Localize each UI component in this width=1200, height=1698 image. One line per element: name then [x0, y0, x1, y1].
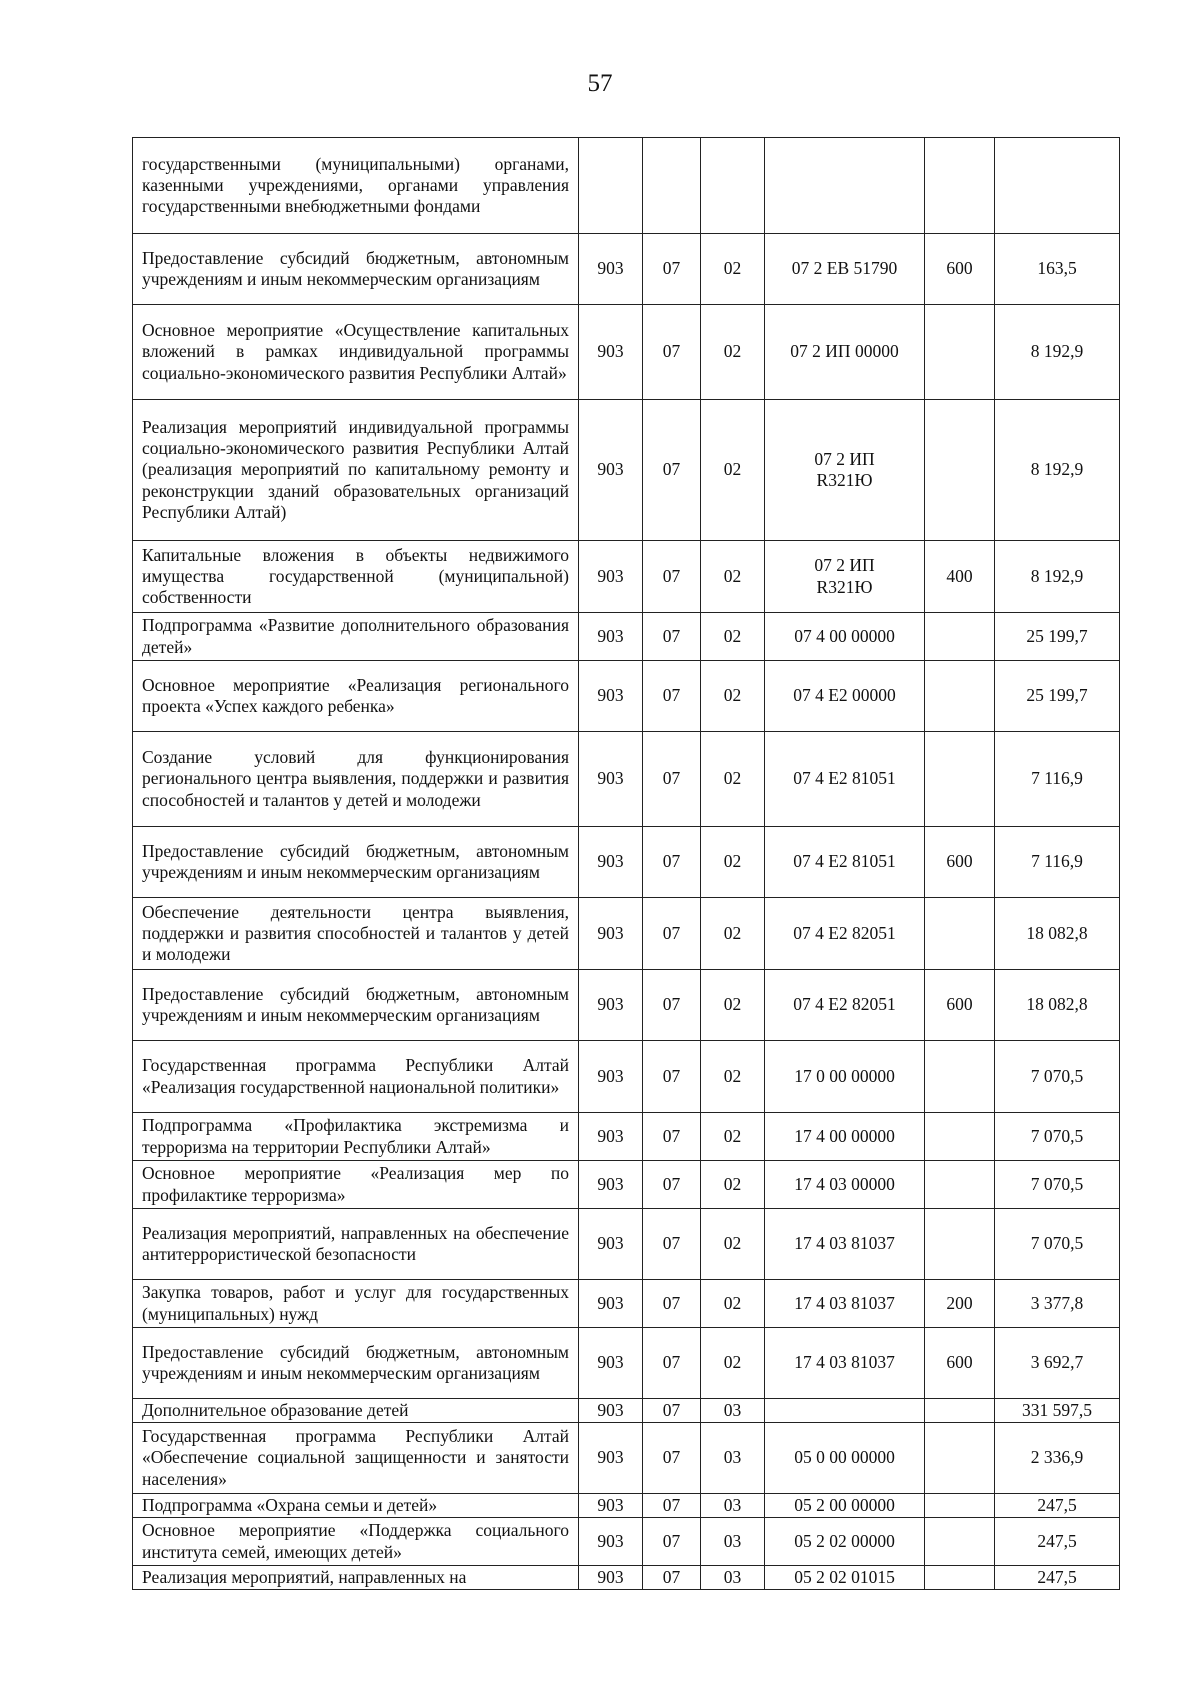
amount-cell: 3 377,8	[995, 1280, 1120, 1328]
subsection-code-cell	[701, 138, 765, 234]
subsection-code-cell: 02	[701, 1328, 765, 1399]
section-code-cell: 07	[643, 732, 701, 827]
item-name-cell: Предоставление субсидий бюджетным, автономным учреждениям и иным некоммерческим организациям	[133, 1328, 579, 1399]
expense-type-cell	[925, 898, 995, 970]
ministry-code-cell: 903	[579, 613, 643, 661]
amount-cell: 7 070,5	[995, 1113, 1120, 1161]
item-name-cell: Реализация мероприятий, направленных на обеспечение антитеррористической безопасности	[133, 1209, 579, 1280]
ministry-code-cell: 903	[579, 1518, 643, 1566]
item-name-cell: Закупка товаров, работ и услуг для государственных (муниципальных) нужд	[133, 1280, 579, 1328]
subsection-code-cell: 02	[701, 1161, 765, 1209]
amount-cell: 25 199,7	[995, 661, 1120, 732]
table-row	[133, 1566, 1120, 1590]
item-name-cell: Подпрограмма «Развитие дополнительного образования детей»	[133, 613, 579, 661]
table-row	[133, 1209, 1120, 1280]
table-row	[133, 1399, 1120, 1423]
table-row	[133, 1161, 1120, 1209]
table-row	[133, 138, 1120, 234]
item-name-cell: Подпрограмма «Профилактика экстремизма и терроризма на территории Республики Алтай»	[133, 1113, 579, 1161]
section-code-cell: 07	[643, 1161, 701, 1209]
target-article-cell: 05 2 00 00000	[765, 1494, 925, 1518]
item-name-cell: Предоставление субсидий бюджетным, автономным учреждениям и иным некоммерческим организациям	[133, 234, 579, 305]
target-article-cell: 07 2 ИП R321Ю	[765, 400, 925, 541]
ministry-code-cell: 903	[579, 1161, 643, 1209]
item-name-cell: Обеспечение деятельности центра выявления, поддержки и развития способностей и талантов у детей и молодежи	[133, 898, 579, 970]
expense-type-cell	[925, 1041, 995, 1113]
expense-type-cell	[925, 1209, 995, 1280]
ministry-code-cell: 903	[579, 1566, 643, 1590]
amount-cell: 163,5	[995, 234, 1120, 305]
target-article-cell: 07 2 ИП 00000	[765, 305, 925, 400]
section-code-cell: 07	[643, 1209, 701, 1280]
subsection-code-cell: 02	[701, 1113, 765, 1161]
target-article-cell: 05 2 02 00000	[765, 1518, 925, 1566]
table-row	[133, 541, 1120, 613]
item-name-cell: Государственная программа Республики Алтай «Реализация государственной национальной политики»	[133, 1041, 579, 1113]
table-row	[133, 613, 1120, 661]
amount-cell: 25 199,7	[995, 613, 1120, 661]
table-row	[133, 827, 1120, 898]
target-article-cell: 07 4 Е2 81051	[765, 827, 925, 898]
amount-cell: 247,5	[995, 1518, 1120, 1566]
subsection-code-cell: 03	[701, 1566, 765, 1590]
target-article-cell: 07 4 Е2 82051	[765, 898, 925, 970]
section-code-cell: 07	[643, 1328, 701, 1399]
section-code-cell: 07	[643, 613, 701, 661]
ministry-code-cell: 903	[579, 541, 643, 613]
item-name-cell: Создание условий для функционирования регионального центра выявления, поддержки и развития способностей и талантов у детей и молодежи	[133, 732, 579, 827]
expense-type-cell	[925, 138, 995, 234]
section-code-cell: 07	[643, 1041, 701, 1113]
subsection-code-cell: 02	[701, 898, 765, 970]
subsection-code-cell: 02	[701, 305, 765, 400]
amount-cell: 18 082,8	[995, 898, 1120, 970]
amount-cell: 7 116,9	[995, 732, 1120, 827]
table-row	[133, 400, 1120, 541]
section-code-cell: 07	[643, 970, 701, 1041]
item-name-cell: Государственная программа Республики Алтай «Обеспечение социальной защищенности и занятости населения»	[133, 1423, 579, 1494]
table-row	[133, 1113, 1120, 1161]
ministry-code-cell: 903	[579, 305, 643, 400]
target-article-cell: 07 4 00 00000	[765, 613, 925, 661]
ministry-code-cell: 903	[579, 234, 643, 305]
page-number: 57	[587, 70, 613, 97]
item-name-cell: Реализация мероприятий индивидуальной программы социально-экономического развития Республики Алтай (реализация мероприятий по капитальному ремонту и реконструкции зданий образовательных организаций Республики Алтай)	[133, 400, 579, 541]
subsection-code-cell: 02	[701, 613, 765, 661]
subsection-code-cell: 02	[701, 1209, 765, 1280]
subsection-code-cell: 02	[701, 1041, 765, 1113]
target-article-cell: 17 4 03 81037	[765, 1209, 925, 1280]
ministry-code-cell	[579, 138, 643, 234]
subsection-code-cell: 03	[701, 1399, 765, 1423]
section-code-cell: 07	[643, 1423, 701, 1494]
amount-cell	[995, 138, 1120, 234]
section-code-cell: 07	[643, 1113, 701, 1161]
table-body	[133, 138, 1120, 1590]
expense-type-cell: 200	[925, 1280, 995, 1328]
expense-type-cell	[925, 1566, 995, 1590]
item-name-cell: государственными (муниципальными) органами, казенными учреждениями, органами управления государственными внебюджетными фондами	[133, 138, 579, 234]
target-article-cell: 07 4 Е2 82051	[765, 970, 925, 1041]
item-name-cell: Дополнительное образование детей	[133, 1399, 579, 1423]
ministry-code-cell: 903	[579, 1494, 643, 1518]
ministry-code-cell: 903	[579, 1113, 643, 1161]
table-row	[133, 1494, 1120, 1518]
section-code-cell: 07	[643, 898, 701, 970]
amount-cell: 247,5	[995, 1494, 1120, 1518]
amount-cell: 8 192,9	[995, 400, 1120, 541]
target-article-cell	[765, 138, 925, 234]
item-name-cell: Основное мероприятие «Осуществление капитальных вложений в рамках индивидуальной программы социально-экономического развития Республики Алтай»	[133, 305, 579, 400]
target-article-cell: 17 0 00 00000	[765, 1041, 925, 1113]
target-article-cell: 17 4 03 00000	[765, 1161, 925, 1209]
section-code-cell: 07	[643, 1518, 701, 1566]
target-article-cell: 07 4 Е2 81051	[765, 732, 925, 827]
expense-type-cell	[925, 1518, 995, 1566]
amount-cell: 7 070,5	[995, 1161, 1120, 1209]
target-article-cell: 17 4 00 00000	[765, 1113, 925, 1161]
table-row	[133, 305, 1120, 400]
target-article-cell	[765, 1399, 925, 1423]
ministry-code-cell: 903	[579, 898, 643, 970]
subsection-code-cell: 02	[701, 732, 765, 827]
ministry-code-cell: 903	[579, 732, 643, 827]
expense-type-cell	[925, 305, 995, 400]
item-name-cell: Основное мероприятие «Поддержка социального института семей, имеющих детей»	[133, 1518, 579, 1566]
budget-table	[132, 137, 1120, 1590]
expense-type-cell: 600	[925, 970, 995, 1041]
target-article-cell: 05 0 00 00000	[765, 1423, 925, 1494]
subsection-code-cell: 02	[701, 1280, 765, 1328]
ministry-code-cell: 903	[579, 1209, 643, 1280]
subsection-code-cell: 02	[701, 400, 765, 541]
expense-type-cell: 400	[925, 541, 995, 613]
item-name-cell: Предоставление субсидий бюджетным, автономным учреждениям и иным некоммерческим организациям	[133, 827, 579, 898]
expense-type-cell	[925, 1161, 995, 1209]
ministry-code-cell: 903	[579, 661, 643, 732]
expense-type-cell	[925, 1399, 995, 1423]
section-code-cell: 07	[643, 661, 701, 732]
table-row	[133, 732, 1120, 827]
ministry-code-cell: 903	[579, 1280, 643, 1328]
expense-type-cell	[925, 661, 995, 732]
table-row	[133, 661, 1120, 732]
subsection-code-cell: 02	[701, 970, 765, 1041]
amount-cell: 2 336,9	[995, 1423, 1120, 1494]
table-row	[133, 898, 1120, 970]
target-article-cell: 05 2 02 01015	[765, 1566, 925, 1590]
subsection-code-cell: 02	[701, 827, 765, 898]
amount-cell: 8 192,9	[995, 305, 1120, 400]
table-row	[133, 1423, 1120, 1494]
table-row	[133, 1280, 1120, 1328]
ministry-code-cell: 903	[579, 1423, 643, 1494]
section-code-cell: 07	[643, 541, 701, 613]
subsection-code-cell: 03	[701, 1494, 765, 1518]
expense-type-cell: 600	[925, 1328, 995, 1399]
expense-type-cell	[925, 1494, 995, 1518]
section-code-cell: 07	[643, 827, 701, 898]
item-name-cell: Основное мероприятие «Реализация регионального проекта «Успех каждого ребенка»	[133, 661, 579, 732]
expense-type-cell	[925, 732, 995, 827]
subsection-code-cell: 02	[701, 661, 765, 732]
ministry-code-cell: 903	[579, 827, 643, 898]
amount-cell: 3 692,7	[995, 1328, 1120, 1399]
item-name-cell: Капитальные вложения в объекты недвижимого имущества государственной (муниципальной) собственности	[133, 541, 579, 613]
subsection-code-cell: 02	[701, 234, 765, 305]
section-code-cell: 07	[643, 234, 701, 305]
target-article-cell: 17 4 03 81037	[765, 1280, 925, 1328]
section-code-cell: 07	[643, 305, 701, 400]
section-code-cell: 07	[643, 1280, 701, 1328]
section-code-cell: 07	[643, 1566, 701, 1590]
item-name-cell: Реализация мероприятий, направленных на	[133, 1566, 579, 1590]
amount-cell: 7 070,5	[995, 1041, 1120, 1113]
expense-type-cell: 600	[925, 827, 995, 898]
target-article-cell: 07 4 Е2 00000	[765, 661, 925, 732]
expense-type-cell	[925, 1423, 995, 1494]
item-name-cell: Предоставление субсидий бюджетным, автономным учреждениям и иным некоммерческим организациям	[133, 970, 579, 1041]
ministry-code-cell: 903	[579, 970, 643, 1041]
section-code-cell	[643, 138, 701, 234]
amount-cell: 18 082,8	[995, 970, 1120, 1041]
subsection-code-cell: 03	[701, 1518, 765, 1566]
target-article-cell: 07 2 ИП R321Ю	[765, 541, 925, 613]
section-code-cell: 07	[643, 400, 701, 541]
ministry-code-cell: 903	[579, 1328, 643, 1399]
table-row	[133, 1328, 1120, 1399]
expense-type-cell	[925, 400, 995, 541]
table-row	[133, 970, 1120, 1041]
amount-cell: 247,5	[995, 1566, 1120, 1590]
item-name-cell: Подпрограмма «Охрана семьи и детей»	[133, 1494, 579, 1518]
table-row	[133, 1518, 1120, 1566]
table-row	[133, 234, 1120, 305]
expense-type-cell	[925, 1113, 995, 1161]
subsection-code-cell: 03	[701, 1423, 765, 1494]
ministry-code-cell: 903	[579, 1041, 643, 1113]
expense-type-cell	[925, 613, 995, 661]
section-code-cell: 07	[643, 1399, 701, 1423]
amount-cell: 8 192,9	[995, 541, 1120, 613]
subsection-code-cell: 02	[701, 541, 765, 613]
item-name-cell: Основное мероприятие «Реализация мер по профилактике терроризма»	[133, 1161, 579, 1209]
target-article-cell: 17 4 03 81037	[765, 1328, 925, 1399]
expense-type-cell: 600	[925, 234, 995, 305]
target-article-cell: 07 2 ЕВ 51790	[765, 234, 925, 305]
amount-cell: 331 597,5	[995, 1399, 1120, 1423]
ministry-code-cell: 903	[579, 400, 643, 541]
amount-cell: 7 116,9	[995, 827, 1120, 898]
amount-cell: 7 070,5	[995, 1209, 1120, 1280]
table-row	[133, 1041, 1120, 1113]
ministry-code-cell: 903	[579, 1399, 643, 1423]
section-code-cell: 07	[643, 1494, 701, 1518]
